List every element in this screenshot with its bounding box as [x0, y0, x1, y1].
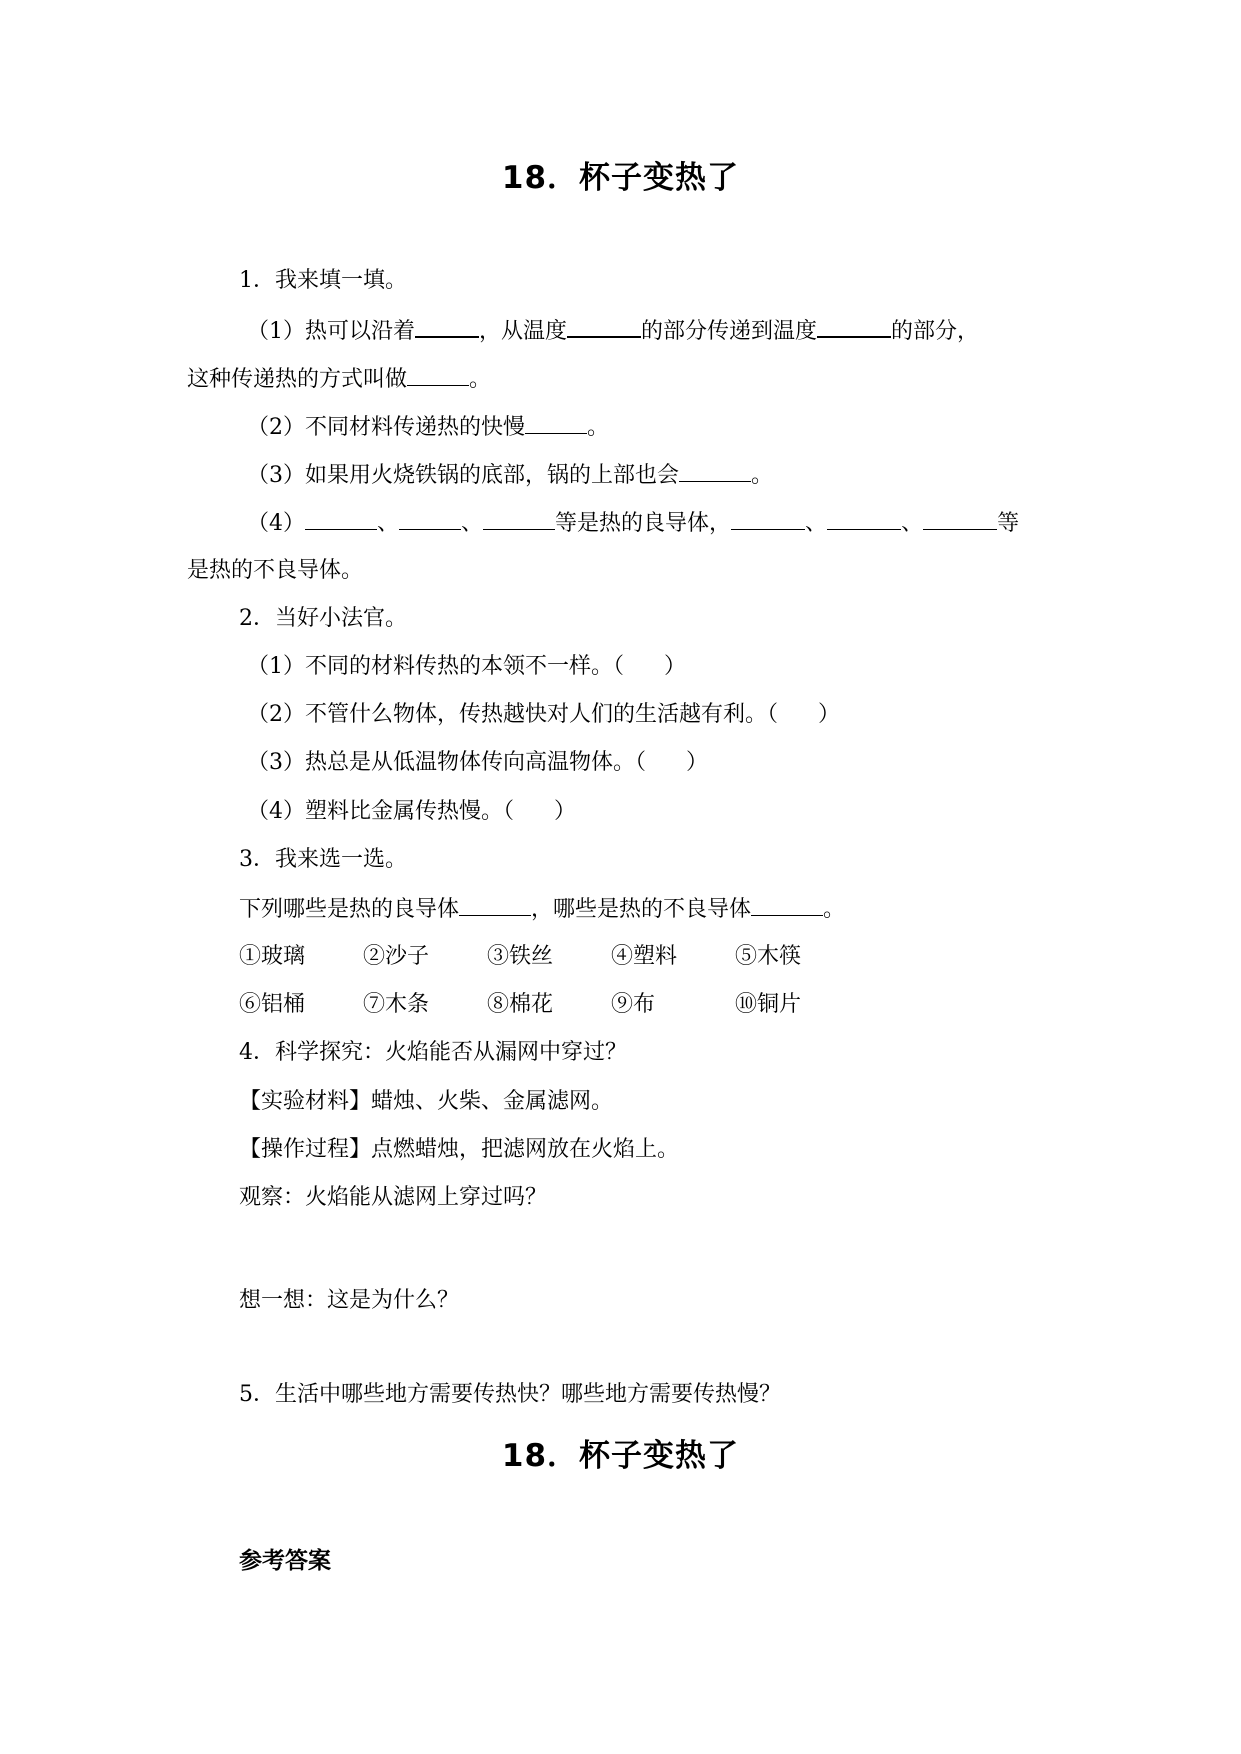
fill-blank[interactable]	[817, 314, 891, 338]
q3-options-row-2	[239, 990, 859, 1020]
q2-heading: 2．当好小法官。	[239, 606, 407, 631]
fill-blank[interactable]	[567, 314, 641, 338]
q3-options-row-1	[239, 942, 859, 972]
q2-item-3: （3）热总是从低温物体传向高温物体。（ ）	[247, 750, 709, 775]
fill-blank[interactable]	[305, 507, 377, 530]
q1-sentence-3: （3）如果用火烧铁锅的底部，锅的上部也会 。	[247, 459, 773, 491]
fill-blank[interactable]	[407, 363, 469, 386]
fill-blank[interactable]	[923, 507, 997, 530]
option-item: ④塑料	[611, 944, 678, 969]
option-item: ⑨布	[611, 992, 656, 1017]
option-item: ①玻璃	[239, 944, 306, 969]
q2-item-1: （1）不同的材料传热的本领不一样。（ ）	[247, 654, 687, 679]
q4-observe: 观察：火焰能从滤网上穿过吗？	[239, 1185, 548, 1210]
q1-heading: 1．我来填一填。	[239, 268, 407, 293]
fill-blank[interactable]	[731, 507, 805, 530]
q5-heading: 5．生活中哪些地方需要传热快？哪些地方需要传热慢？	[239, 1382, 781, 1407]
fill-blank[interactable]	[525, 411, 587, 434]
q1-sentence-1-cont: 这种传递热的方式叫做 。	[187, 363, 491, 395]
option-item: ⑧棉花	[487, 992, 554, 1017]
answer-label: 参考答案	[239, 1548, 331, 1574]
fill-blank[interactable]	[751, 893, 823, 916]
q1-sentence-4-cont: 是热的不良导体。	[187, 558, 364, 583]
q4-heading: 4．科学探究：火焰能否从漏网中穿过？	[239, 1040, 627, 1065]
q1-sentence-2: （2）不同材料传递热的快慢 。	[247, 411, 609, 443]
fill-blank[interactable]	[459, 893, 531, 916]
q3-prompt: 下列哪些是热的良导体 ，哪些是热的不良导体 。	[239, 893, 845, 925]
option-item: ⑩铜片	[735, 992, 802, 1017]
fill-blank[interactable]	[483, 507, 555, 530]
fill-blank[interactable]	[399, 507, 461, 530]
q2-item-2: （2）不管什么物体，传热越快对人们的生活越有利。（ ）	[247, 702, 841, 727]
q2-item-4: （4）塑料比金属传热慢。（ ）	[247, 799, 577, 824]
page-title: 18．杯子变热了	[501, 160, 740, 196]
q4-think: 想一想：这是为什么？	[239, 1288, 460, 1313]
q3-heading: 3．我来选一选。	[239, 847, 407, 872]
q1-sentence-4: （4） 、 、 等是热的良导体， 、 、 等	[247, 507, 1019, 539]
answer-section-title: 18．杯子变热了	[501, 1438, 740, 1474]
option-item: ⑦木条	[363, 992, 430, 1017]
q4-process: 【操作过程】点燃蜡烛，把滤网放在火焰上。	[239, 1137, 680, 1162]
option-item: ③铁丝	[487, 944, 554, 969]
q4-materials: 【实验材料】蜡烛、火柴、金属滤网。	[239, 1089, 614, 1114]
option-item: ⑤木筷	[735, 944, 802, 969]
q1-sentence-1: （1）热可以沿着 ，从温度 的部分传递到温度 的部分，	[247, 314, 979, 347]
option-item: ②沙子	[363, 944, 430, 969]
option-item: ⑥铝桶	[239, 992, 306, 1017]
fill-blank[interactable]	[415, 314, 479, 338]
fill-blank[interactable]	[679, 459, 751, 482]
fill-blank[interactable]	[827, 507, 901, 530]
